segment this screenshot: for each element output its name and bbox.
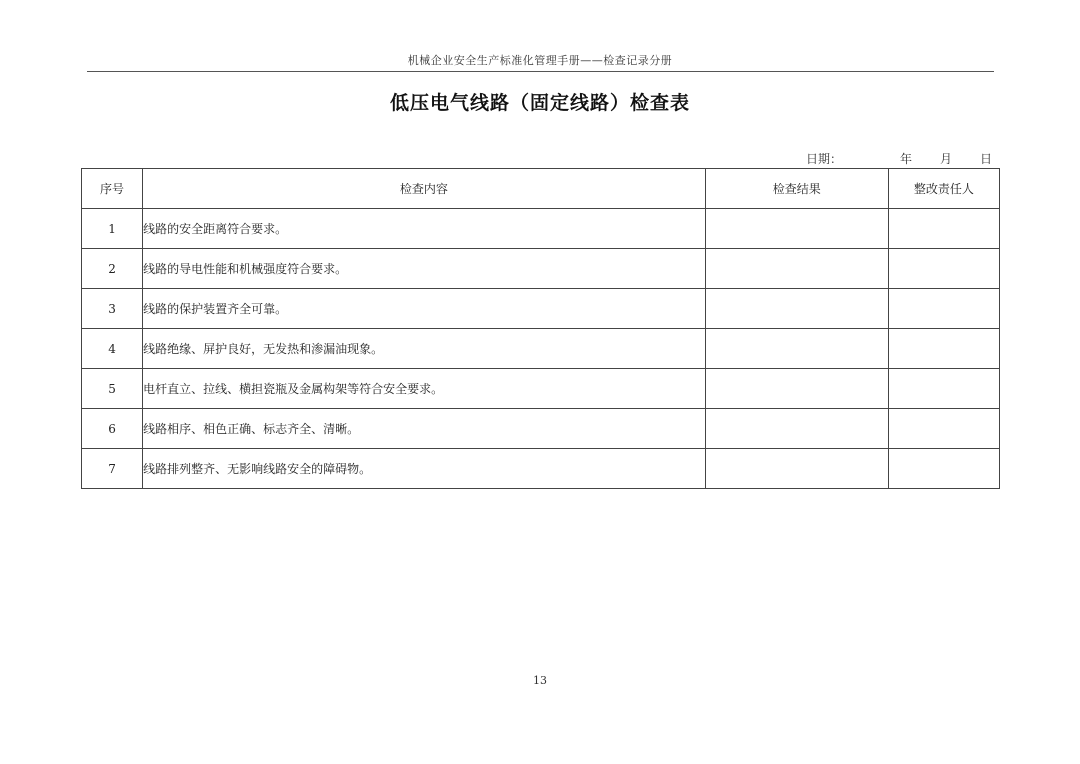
- column-header-number: 序号: [82, 169, 143, 209]
- row-owner-cell[interactable]: [888, 209, 999, 249]
- table-header-row: [82, 169, 1000, 209]
- table-row: [82, 209, 1000, 249]
- row-owner-cell[interactable]: [888, 329, 999, 369]
- table-row: [82, 409, 1000, 449]
- row-owner-cell[interactable]: [888, 249, 999, 289]
- row-number: 1: [82, 209, 143, 249]
- table-row: [82, 249, 1000, 289]
- page-number: 13: [533, 674, 547, 687]
- inspection-table: [81, 168, 1000, 489]
- row-owner-cell[interactable]: [888, 369, 999, 409]
- column-header-result: 检查结果: [705, 169, 888, 209]
- table-row: [82, 329, 1000, 369]
- row-content: 线路绝缘、屏护良好，无发热和渗漏油现象。: [143, 329, 706, 369]
- row-result-cell[interactable]: [705, 249, 888, 289]
- page-title: 低压电气线路（固定线路）检查表: [389, 92, 690, 114]
- row-result-cell[interactable]: [705, 369, 888, 409]
- row-result-cell[interactable]: [705, 289, 888, 329]
- column-header-owner: 整改责任人: [888, 169, 999, 209]
- column-header-content: 检查内容: [143, 169, 706, 209]
- table-row: [82, 449, 1000, 489]
- row-content: 线路的导电性能和机械强度符合要求。: [143, 249, 706, 289]
- row-number: 5: [82, 369, 143, 409]
- row-owner-cell[interactable]: [888, 289, 999, 329]
- row-result-cell[interactable]: [705, 209, 888, 249]
- running-header: 机械企业安全生产标准化管理手册——检查记录分册: [407, 54, 673, 67]
- row-content: 线路排列整齐、无影响线路安全的障碍物。: [143, 449, 706, 489]
- row-number: 6: [82, 409, 143, 449]
- date-day-label: 日: [980, 152, 993, 166]
- row-result-cell[interactable]: [705, 449, 888, 489]
- row-number: 7: [82, 449, 143, 489]
- row-content: 线路的安全距离符合要求。: [143, 209, 706, 249]
- date-year-label: 年: [900, 152, 913, 166]
- row-number: 2: [82, 249, 143, 289]
- row-result-cell[interactable]: [705, 329, 888, 369]
- row-result-cell[interactable]: [705, 409, 888, 449]
- date-month-label: 月: [940, 152, 953, 166]
- row-owner-cell[interactable]: [888, 409, 999, 449]
- row-owner-cell[interactable]: [888, 449, 999, 489]
- table-row: [82, 289, 1000, 329]
- date-label: 日期：: [806, 152, 843, 166]
- row-content: 线路的保护装置齐全可靠。: [143, 289, 706, 329]
- row-number: 3: [82, 289, 143, 329]
- row-content: 线路相序、相色正确、标志齐全、清晰。: [143, 409, 706, 449]
- row-content: 电杆直立、拉线、横担瓷瓶及金属构架等符合安全要求。: [143, 369, 706, 409]
- table-row: [82, 369, 1000, 409]
- row-number: 4: [82, 329, 143, 369]
- header-divider: [87, 71, 994, 72]
